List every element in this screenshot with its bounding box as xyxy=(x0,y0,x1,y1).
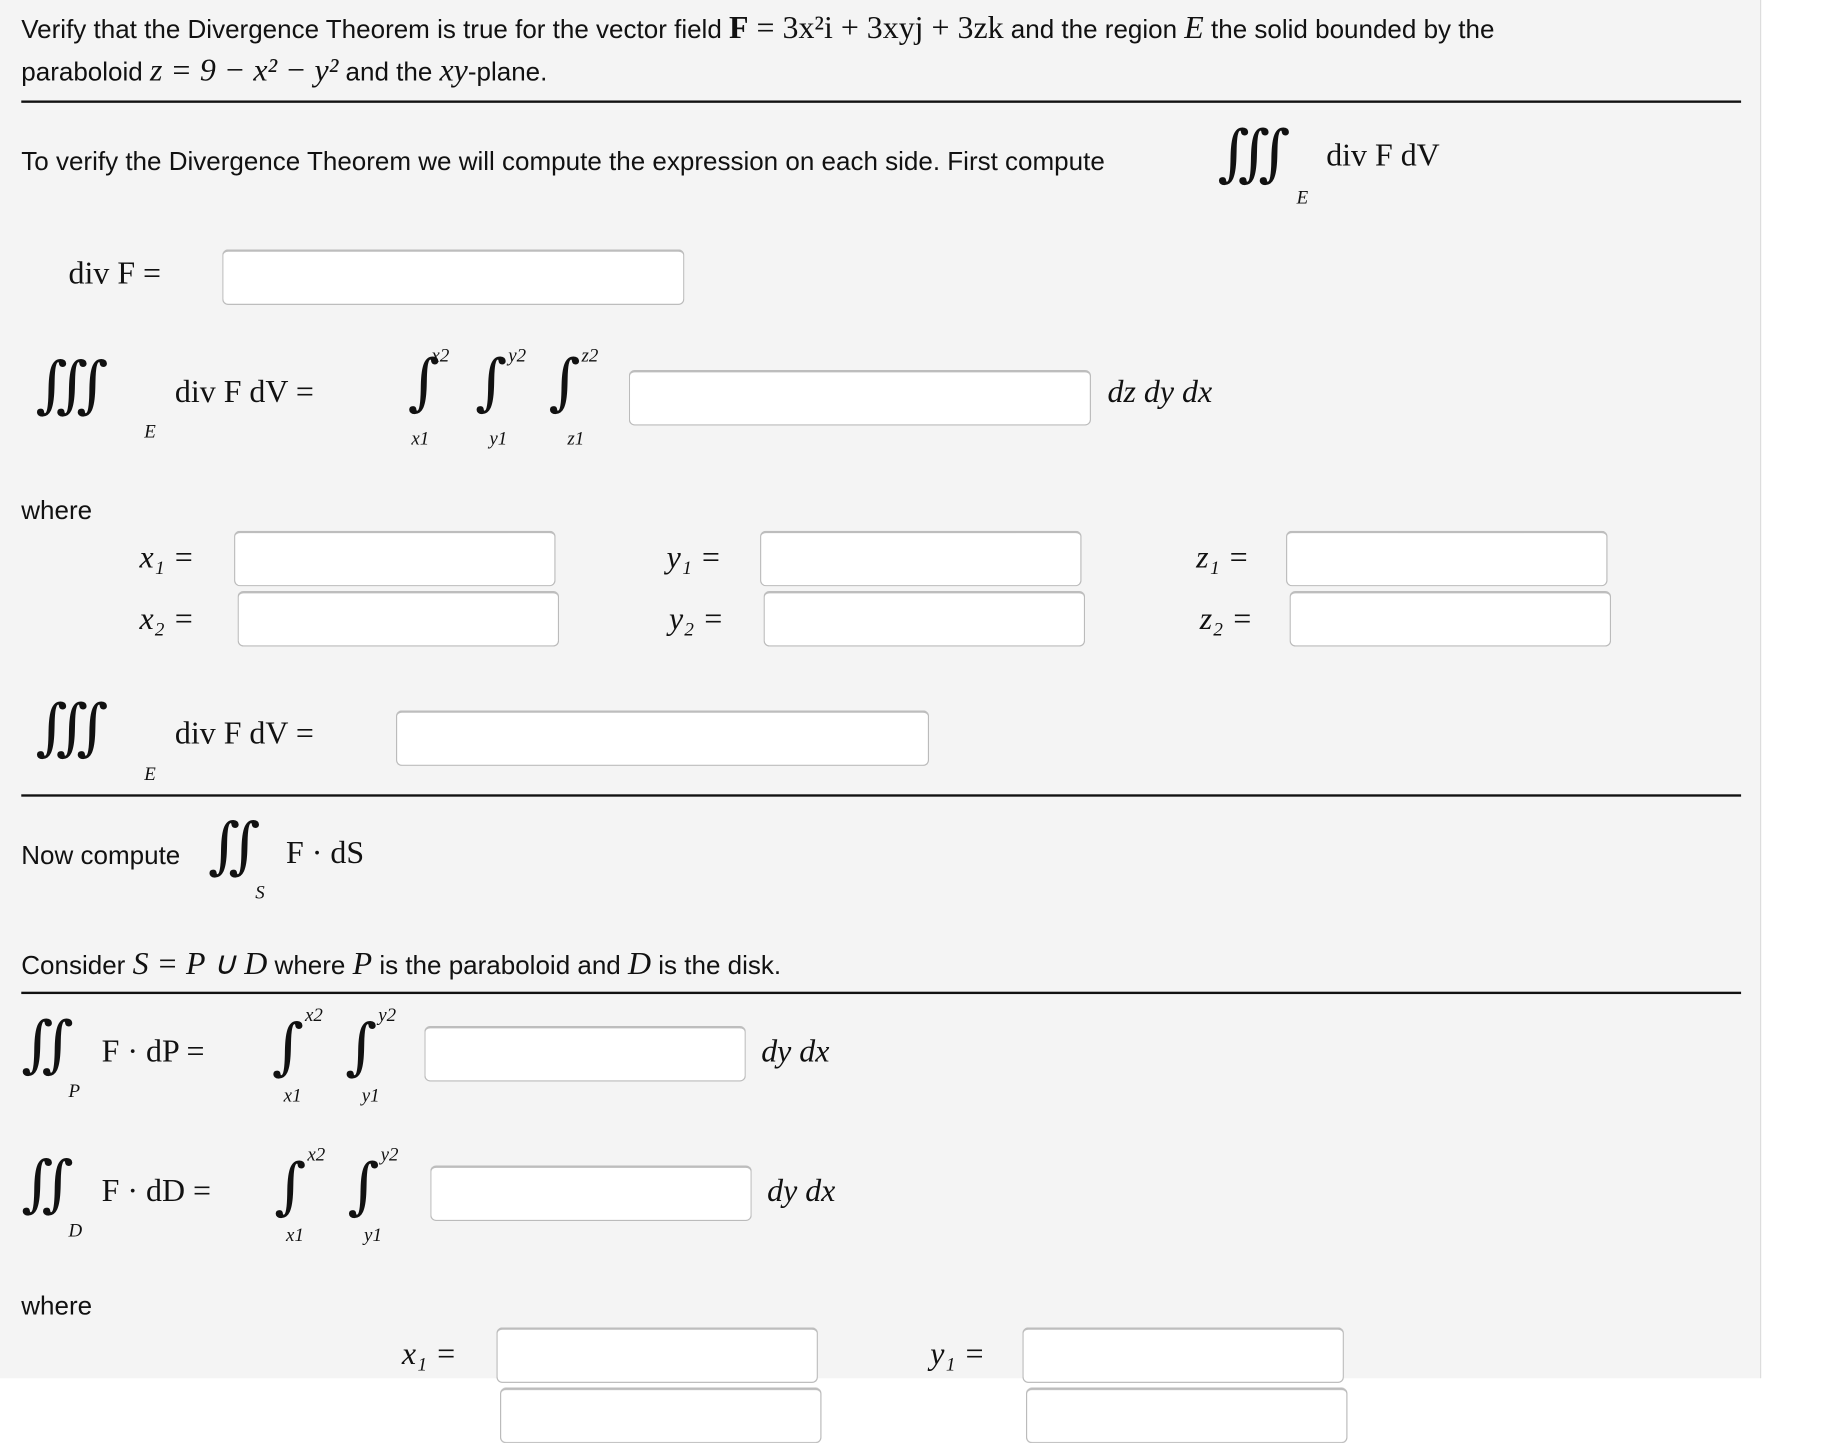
text: Consider xyxy=(21,950,133,980)
triple-integrand-input[interactable] xyxy=(629,370,1091,426)
triple-integral-result-lhs: div F dV = xyxy=(174,715,314,751)
limit-x2: x2 xyxy=(304,1005,323,1026)
part1-intro: To verify the Divergence Theorem we will compute the expression on each side. First compute xyxy=(21,146,1105,177)
integral-icon: ∫ xyxy=(271,1011,283,1083)
consider-statement xyxy=(21,945,782,982)
z1-input[interactable] xyxy=(1286,531,1608,587)
plane-symbol: xy xyxy=(439,52,468,88)
integral-icon: ∫ xyxy=(475,347,486,419)
differentials: dz dy dx xyxy=(1107,373,1213,409)
divider xyxy=(21,100,1741,102)
D-symbol: D xyxy=(628,945,652,982)
y1-label: y₁ = xyxy=(666,538,722,575)
integral-icon: ∫ xyxy=(274,1151,285,1223)
z2-input[interactable] xyxy=(1290,591,1612,647)
field-equation: = 3x²i + 3xyj + 3zk xyxy=(748,9,1004,45)
part2-x2-input[interactable] xyxy=(500,1388,822,1443)
integral-icon: ∫ xyxy=(345,1011,356,1083)
limit-x1: x1 xyxy=(411,429,430,450)
disk-integrand-input[interactable] xyxy=(430,1165,752,1221)
paraboloid-flux-lhs: F · dP = xyxy=(101,1033,205,1069)
limit-y2: y2 xyxy=(378,1005,397,1026)
disk-flux-lhs: F · dD = xyxy=(101,1172,211,1209)
paraboloid-integrand-input[interactable] xyxy=(424,1026,746,1082)
z1-label: z₁ = xyxy=(1196,538,1250,575)
text: -plane. xyxy=(467,56,548,87)
limit-y1: y1 xyxy=(364,1225,382,1246)
where-label: where xyxy=(21,495,93,525)
limit-z2: z2 xyxy=(581,346,599,367)
limit-y1: y1 xyxy=(489,429,508,450)
integral-icon: ∫ xyxy=(407,347,419,419)
integral-icon: ∫ xyxy=(548,347,560,419)
P-symbol: P xyxy=(352,945,373,982)
x2-label: x₂ = xyxy=(139,600,195,636)
text: is the paraboloid and xyxy=(372,950,629,980)
part2-y1-input[interactable] xyxy=(1022,1327,1344,1383)
double-integral-icon: ∬ xyxy=(21,1148,53,1220)
limit-x1: x1 xyxy=(283,1086,302,1107)
triple-integral-result-input[interactable] xyxy=(396,710,929,766)
integral-subscript: E xyxy=(144,421,156,443)
differentials: dy dx xyxy=(761,1033,830,1069)
y1-input[interactable] xyxy=(760,531,1082,587)
y2-input[interactable] xyxy=(764,591,1086,647)
limit-y1: y1 xyxy=(361,1086,380,1107)
limit-x2: x2 xyxy=(307,1145,326,1166)
differentials: dy dx xyxy=(767,1172,836,1209)
y1-label: y₁ = xyxy=(930,1335,986,1372)
x2-input[interactable] xyxy=(238,591,560,647)
integral-subscript: E xyxy=(1296,187,1309,209)
x1-label: x₁ = xyxy=(139,538,195,575)
divider xyxy=(21,794,1741,796)
text: is the disk. xyxy=(651,950,782,980)
divF-label: div F = xyxy=(68,255,162,291)
divider xyxy=(21,992,1741,994)
double-integral-icon: ∬ xyxy=(208,810,240,882)
surface-union: S = P ∪ D xyxy=(132,945,268,982)
part2-y2-input[interactable] xyxy=(1026,1388,1348,1443)
flux-integrand: F · dS xyxy=(286,834,365,870)
integral-subscript: S xyxy=(255,882,265,904)
part2-intro: Now compute xyxy=(21,840,181,870)
text: the solid bounded by the xyxy=(1203,14,1495,44)
problem-statement-line2 xyxy=(21,54,547,86)
integrand: div F dV xyxy=(1326,137,1440,173)
region-symbol: E xyxy=(1184,9,1204,45)
divF-input[interactable] xyxy=(222,249,684,305)
limit-z1: z1 xyxy=(567,429,585,450)
limit-y2: y2 xyxy=(508,346,527,367)
x1-input[interactable] xyxy=(234,531,556,587)
field-symbol: F xyxy=(729,9,749,45)
triple-integral-icon: ∭ xyxy=(35,349,87,421)
surface-equation: z = 9 − x² − y² xyxy=(149,52,339,88)
where-label: where xyxy=(21,1290,93,1321)
limit-y2: y2 xyxy=(380,1145,399,1166)
text: and the xyxy=(338,56,440,87)
text: and the region xyxy=(1003,14,1185,44)
integral-icon: ∫ xyxy=(347,1151,359,1223)
integral-subscript: D xyxy=(68,1221,83,1242)
triple-integral-lhs: div F dV = xyxy=(174,373,314,409)
integral-subscript: E xyxy=(144,764,156,785)
y2-label: y₂ = xyxy=(669,600,724,636)
x1-label: x₁ = xyxy=(401,1335,457,1372)
text: where xyxy=(267,950,353,980)
integral-subscript: P xyxy=(68,1081,81,1102)
part2-x1-input[interactable] xyxy=(496,1327,818,1383)
text: Verify that the Divergence Theorem is true for the vector field xyxy=(21,14,730,44)
limit-x2: x2 xyxy=(431,346,450,367)
double-integral-icon: ∬ xyxy=(21,1009,53,1081)
limit-x1: x1 xyxy=(286,1225,304,1246)
text: paraboloid xyxy=(21,56,150,87)
triple-integral-icon: ∭ xyxy=(1217,118,1269,190)
z2-label: z₂ = xyxy=(1199,600,1253,636)
problem-statement-line1 xyxy=(21,9,1495,45)
triple-integral-icon: ∭ xyxy=(35,692,87,764)
